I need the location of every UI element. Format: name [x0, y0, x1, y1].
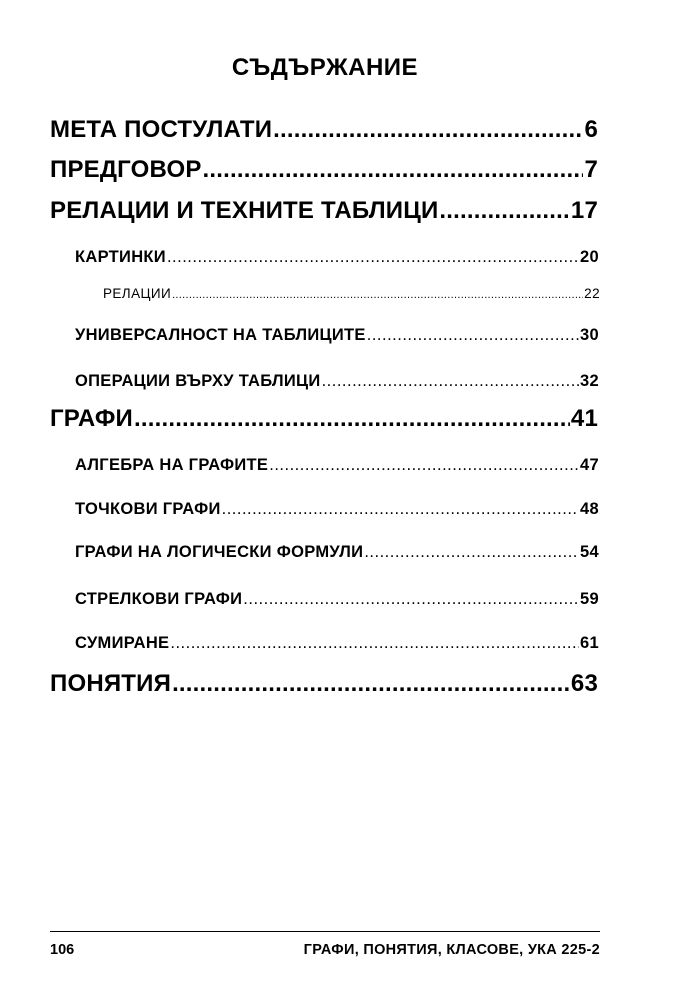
toc-entry-page-number: 20 — [580, 248, 599, 266]
toc-entry-label: ГРАФИ НА ЛОГИЧЕСКИ ФОРМУЛИ — [75, 543, 364, 561]
toc-entry-label: ПРЕДГОВОР — [50, 156, 202, 183]
toc-entry-kartinki[interactable] — [75, 248, 599, 267]
footer-page-number: 106 — [50, 942, 75, 958]
toc-entry-label: КАРТИНКИ — [75, 248, 166, 266]
toc-entry-tochkovi[interactable] — [75, 500, 599, 519]
toc-entry-page-number: 30 — [580, 326, 599, 344]
dot-leader — [167, 248, 579, 267]
toc-entry-page-number: 48 — [580, 500, 599, 518]
toc-entry-operacii[interactable] — [75, 372, 599, 391]
page-title: СЪДЪРЖАНИЕ — [231, 54, 419, 81]
toc-entry-predgovor[interactable] — [50, 156, 598, 184]
toc-entry-label: ОПЕРАЦИИ ВЪРХУ ТАБЛИЦИ — [75, 372, 321, 390]
toc-entry-relacii[interactable] — [103, 286, 600, 301]
toc-entry-sumirane[interactable] — [75, 634, 599, 653]
toc-entry-algebra[interactable] — [75, 456, 599, 475]
toc-entry-page-number: 47 — [580, 456, 599, 474]
dot-leader — [439, 197, 569, 225]
dot-leader — [364, 543, 579, 562]
dot-leader — [222, 500, 579, 519]
dot-leader — [203, 156, 584, 184]
toc-entry-label: МЕТА ПОСТУЛАТИ — [50, 116, 273, 143]
dot-leader — [273, 116, 583, 144]
toc-entry-page-number: 41 — [570, 405, 598, 432]
dot-leader — [134, 405, 570, 433]
toc-entry-page-number: 54 — [580, 543, 599, 561]
toc-entry-page-number: 63 — [570, 670, 598, 697]
toc-entry-page-number: 22 — [584, 286, 600, 301]
toc-entry-page-number: 17 — [570, 197, 598, 224]
toc-entry-label: РЕЛАЦИИ И ТЕХНИТЕ ТАБЛИЦИ — [50, 197, 439, 224]
toc-entry-label: ТОЧКОВИ ГРАФИ — [75, 500, 221, 518]
toc-entry-grafi[interactable] — [50, 405, 598, 433]
toc-entry-page-number: 7 — [584, 156, 598, 183]
toc-entry-label: ГРАФИ — [50, 405, 133, 432]
toc-entry-label: РЕЛАЦИИ — [103, 286, 172, 301]
toc-entry-page-number: 6 — [584, 116, 598, 143]
toc-entry-logicheski[interactable] — [75, 543, 599, 562]
dot-leader — [243, 590, 579, 609]
toc-entry-page-number: 59 — [580, 590, 599, 608]
toc-entry-meta-postulati[interactable] — [50, 116, 598, 144]
dot-leader — [172, 670, 570, 698]
toc-entry-label: ПОНЯТИЯ — [50, 670, 172, 697]
toc-entry-ponyatiya[interactable] — [50, 670, 598, 698]
toc-entry-label: УНИВЕРСАЛНОСТ НА ТАБЛИЦИТЕ — [75, 326, 366, 344]
toc-entry-label: СТРЕЛКОВИ ГРАФИ — [75, 590, 243, 608]
footer-divider — [50, 931, 600, 932]
dot-leader — [269, 456, 579, 475]
toc-entry-strelkovi[interactable] — [75, 590, 599, 609]
dot-leader — [170, 634, 579, 653]
toc-entry-relacii-tablici[interactable] — [50, 197, 598, 225]
dot-leader — [322, 372, 579, 391]
dot-leader — [367, 326, 579, 345]
toc-entry-page-number: 32 — [580, 372, 599, 390]
toc-entry-label: АЛГЕБРА НА ГРАФИТЕ — [75, 456, 269, 474]
footer-running-title: ГРАФИ, ПОНЯТИЯ, КЛАСОВЕ, УКА 225-2 — [303, 942, 600, 958]
toc-entry-page-number: 61 — [580, 634, 599, 652]
toc-entry-universalnost[interactable] — [75, 326, 599, 345]
dot-leader — [172, 289, 583, 301]
toc-entry-label: СУМИРАНЕ — [75, 634, 170, 652]
